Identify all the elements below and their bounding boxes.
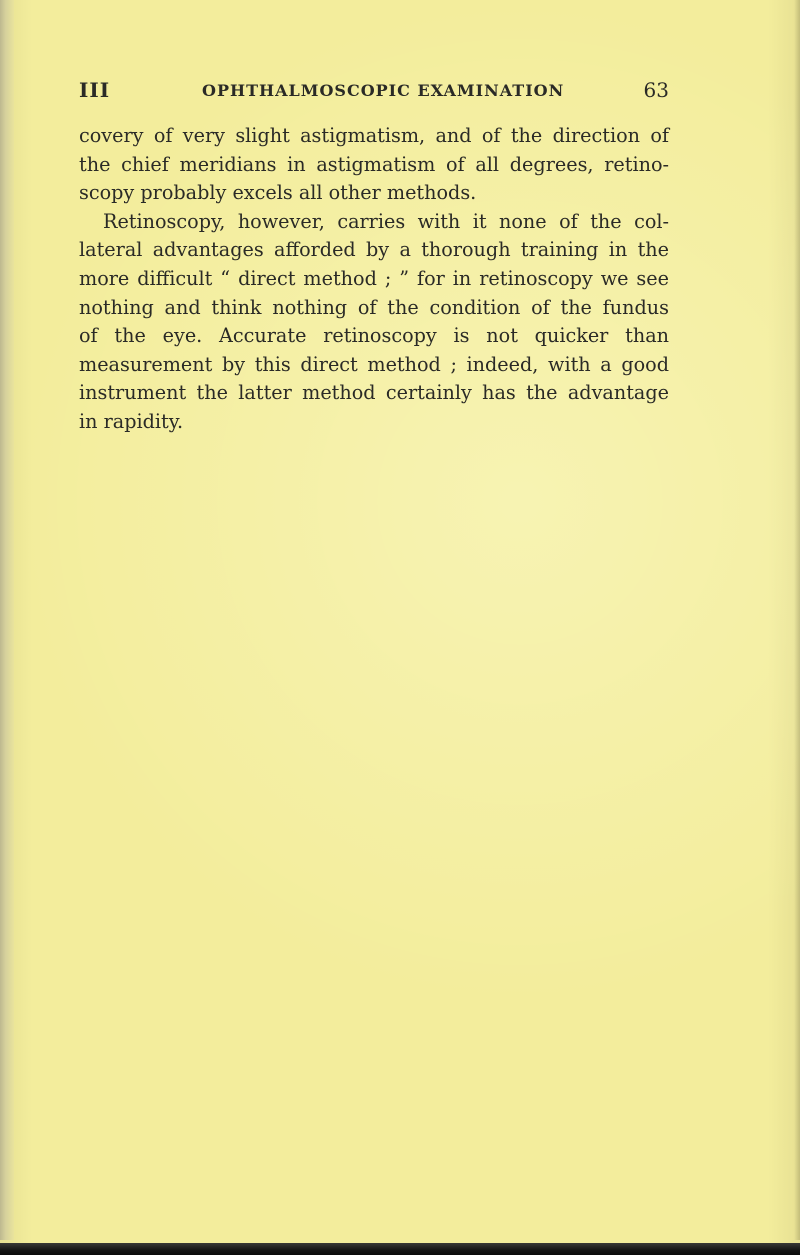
text-line: nothing and think nothing of the condition of the fundus <box>79 295 669 319</box>
text-line: scopy probably excels all other methods. <box>79 181 477 205</box>
text-line: the chief meridians in astigmatism of all degrees, retino- <box>79 152 669 176</box>
text-line: covery of very slight astigmatism, and of the direction of <box>79 124 669 147</box>
text-line: lateral advantages afforded by a thorough training in the <box>79 238 669 262</box>
body-text <box>79 122 669 437</box>
page-number: 63 <box>643 78 669 102</box>
chapter-number: III <box>79 78 111 102</box>
text-line: in rapidity. <box>79 409 184 433</box>
text-line: more difficult “ direct method ; ” for in retinoscopy we see <box>79 266 669 290</box>
bottom-edge <box>0 1243 800 1255</box>
page-edge-shadow <box>794 0 800 1240</box>
binding-gutter <box>0 0 14 1240</box>
text-line: of the eye. Accurate retinoscopy is not quicker than <box>79 324 669 348</box>
text-line: instrument the latter method certainly has the advantage <box>79 381 669 405</box>
text-line: measurement by this direct method ; indeed, with a good <box>79 352 669 376</box>
running-header <box>79 78 669 106</box>
running-title: OPHTHALMOSCOPIC EXAMINATION <box>202 81 565 100</box>
text-line: Retinoscopy, however, carries with it none of the col- <box>103 209 669 233</box>
